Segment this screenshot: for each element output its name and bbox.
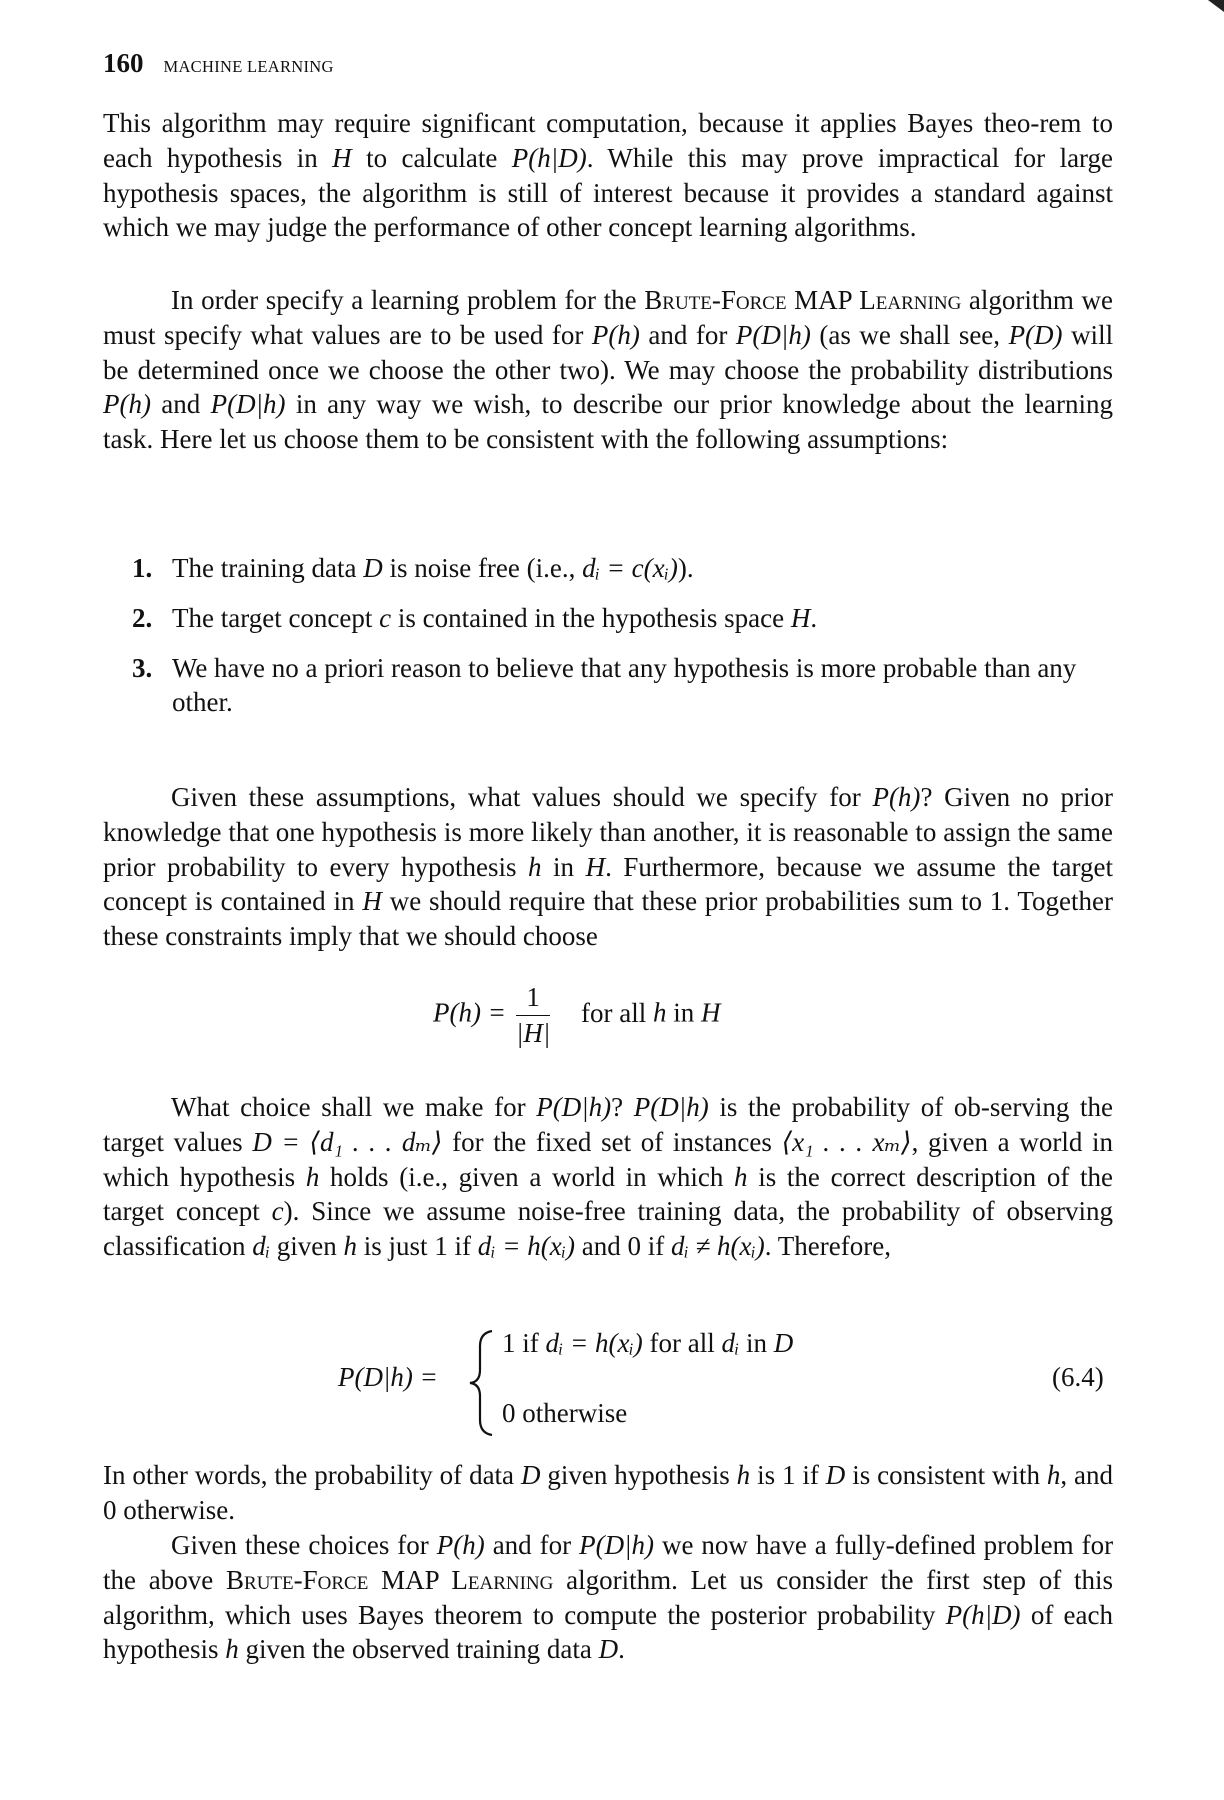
list-item: 3. We have no a priori reason to believe that any hypothesis is more probable than any other. (132, 652, 1077, 718)
paragraph-4: What choice shall we make for P(D|h)? P(D|h) is the probability of ob-serving the target values D = ⟨d₁ . . . dₘ⟩ for the fixed set of instances ⟨x₁ . . . xₘ⟩, given a world in which hypothesis h holds (i.e., given a world in which h is the correct description of the target concept c). Since we assume noise-free training data, the probability of observing classification dᵢ given h is just 1 if dᵢ = h(xᵢ) and 0 if dᵢ ≠ h(xᵢ). Therefore, (103, 1092, 1114, 1262)
algorithm-name: Brute-Force MAP Learning (226, 1564, 554, 1595)
equation-number: (6.4) (1052, 1362, 1104, 1392)
list-item: 2. The target concept c is contained in the hypothesis space H. (132, 602, 818, 633)
running-title: MACHINE LEARNING (163, 57, 334, 76)
paragraph-5: In other words, the probability of data D given hypothesis h is 1 if D is consistent with h, and 0 otherwise. (103, 1460, 1114, 1525)
assumption-list (132, 551, 1112, 735)
paragraph-2: In order specify a learning problem for the Brute-Force MAP Learning algorithm we must specify what values are to be used for P(h) and for P(D|h) (as we shall see, P(D) will be determined once we choose the other two). We may choose the probability distributions P(h) and P(D|h) in any way we wish, to describe our prior knowledge about the learning task. Here let us choose them to be consistent with the following assumptions: (103, 285, 1114, 455)
page-header (103, 48, 334, 79)
corner-mark (1208, 0, 1224, 12)
algorithm-name: Brute-Force MAP Learning (644, 285, 962, 315)
equation-prior: P(h) = $\frac{1}{|H|}$ for all h in H (433, 982, 721, 1048)
paragraph-1: This algorithm may require significant computation, because it applies Bayes theo-rem to each hypothesis in H to calculate P(h|D). While this may prove impractical for large hypothesis spaces, the algorithm is still of interest because it provides a standard against which we may judge the performance of other concept learning algorithms. (103, 108, 1114, 243)
left-brace (466, 1328, 496, 1438)
equation-case-2: 0 otherwise (502, 1398, 628, 1428)
list-item: 1. The training data D is noise free (i.e., dᵢ = c(xᵢ)). (132, 553, 694, 583)
paragraph-6: Given these choices for P(h) and for P(D|h) we now have a fully-defined problem for the above Brute-Force MAP Learning algorithm. Let us consider the first step of this algorithm, which uses Bayes theorem to compute the posterior probability P(h|D) of each hypothesis h given the observed training data D. (103, 1530, 1114, 1665)
paragraph-3: Given these assumptions, what values should we specify for P(h)? Given no prior knowledge that one hypothesis is more likely than another, it is reasonable to assign the same prior probability to every hypothesis h in H. Furthermore, because we assume the target concept is contained in H we should require that these prior probabilities sum to 1. Together these constraints imply that we should choose (103, 782, 1113, 952)
page-number: 160 (103, 48, 144, 78)
equation-case-1: 1 if dᵢ = h(xᵢ) for all dᵢ in D (502, 1328, 794, 1358)
equation-likelihood-lhs: P(D|h) = (338, 1362, 438, 1392)
